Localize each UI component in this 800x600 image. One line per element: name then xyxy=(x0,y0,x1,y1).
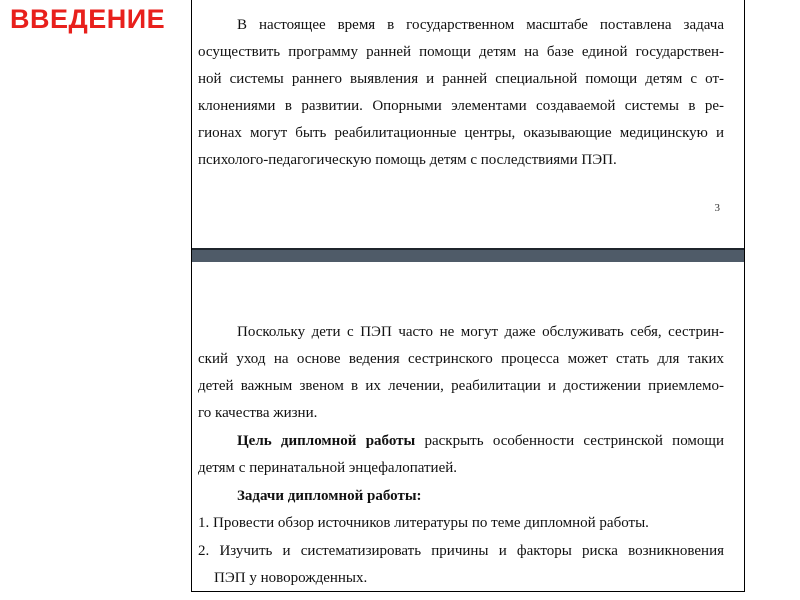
task-item-1: 1. Провести обзор источников литературы по теме дипломной работы. xyxy=(198,515,649,531)
tasks-heading-block xyxy=(198,483,724,510)
paragraph-line: го качества жизни. xyxy=(198,405,318,421)
intro-paragraph xyxy=(198,12,724,174)
paragraph-line: В настоящее время в государственном масштабе поставлена задача xyxy=(237,17,724,33)
care-paragraph xyxy=(198,319,724,427)
paragraph-line: психолого-педагогическую помощь детям с последствиями ПЭП. xyxy=(198,152,617,168)
paragraph-line: Поскольку дети с ПЭП часто не могут даже обслуживать себя, сестрин- xyxy=(237,324,724,340)
page-number: 3 xyxy=(714,202,720,214)
paragraph-line: клонениями в развитии. Опорными элементами создаваемой системы в ре- xyxy=(198,98,724,114)
paragraph-line: детей важным звеном в их лечении, реабилитации и достижении приемлемо- xyxy=(198,378,724,394)
page-break-separator xyxy=(192,248,744,262)
goal-text: раскрыть особенности сестринской помощи xyxy=(415,433,724,449)
slide-title: ВВЕДЕНИЕ xyxy=(10,4,166,34)
task-item-2: 2. Изучить и систематизировать причины и факторы риска возникновения xyxy=(198,543,724,559)
goal-paragraph xyxy=(198,428,724,482)
task-item-2-continuation: ПЭП у новорожденных. xyxy=(214,570,368,586)
tasks-heading: Задачи дипломной работы: xyxy=(237,488,422,504)
document-page-upper xyxy=(192,0,744,248)
list-item xyxy=(198,538,724,592)
goal-label: Цель дипломной работы xyxy=(237,433,416,449)
document-page-lower xyxy=(192,262,744,592)
paragraph-line: ной системы раннего выявления и ранней специальной помощи детям с от- xyxy=(198,71,724,87)
goal-line xyxy=(198,428,724,455)
paragraph-line: осуществить программу ранней помощи детям на базе единой государствен- xyxy=(198,44,724,60)
paragraph-line: ский уход на основе ведения сестринского процесса может стать для таких xyxy=(198,351,724,367)
paragraph-line: гионах могут быть реабилитационные центры, оказывающие медицинскую и xyxy=(198,125,724,141)
list-item xyxy=(198,510,724,537)
document-viewer[interactable] xyxy=(191,0,745,592)
goal-line: детям с перинатальной энцефалопатией. xyxy=(198,460,458,476)
